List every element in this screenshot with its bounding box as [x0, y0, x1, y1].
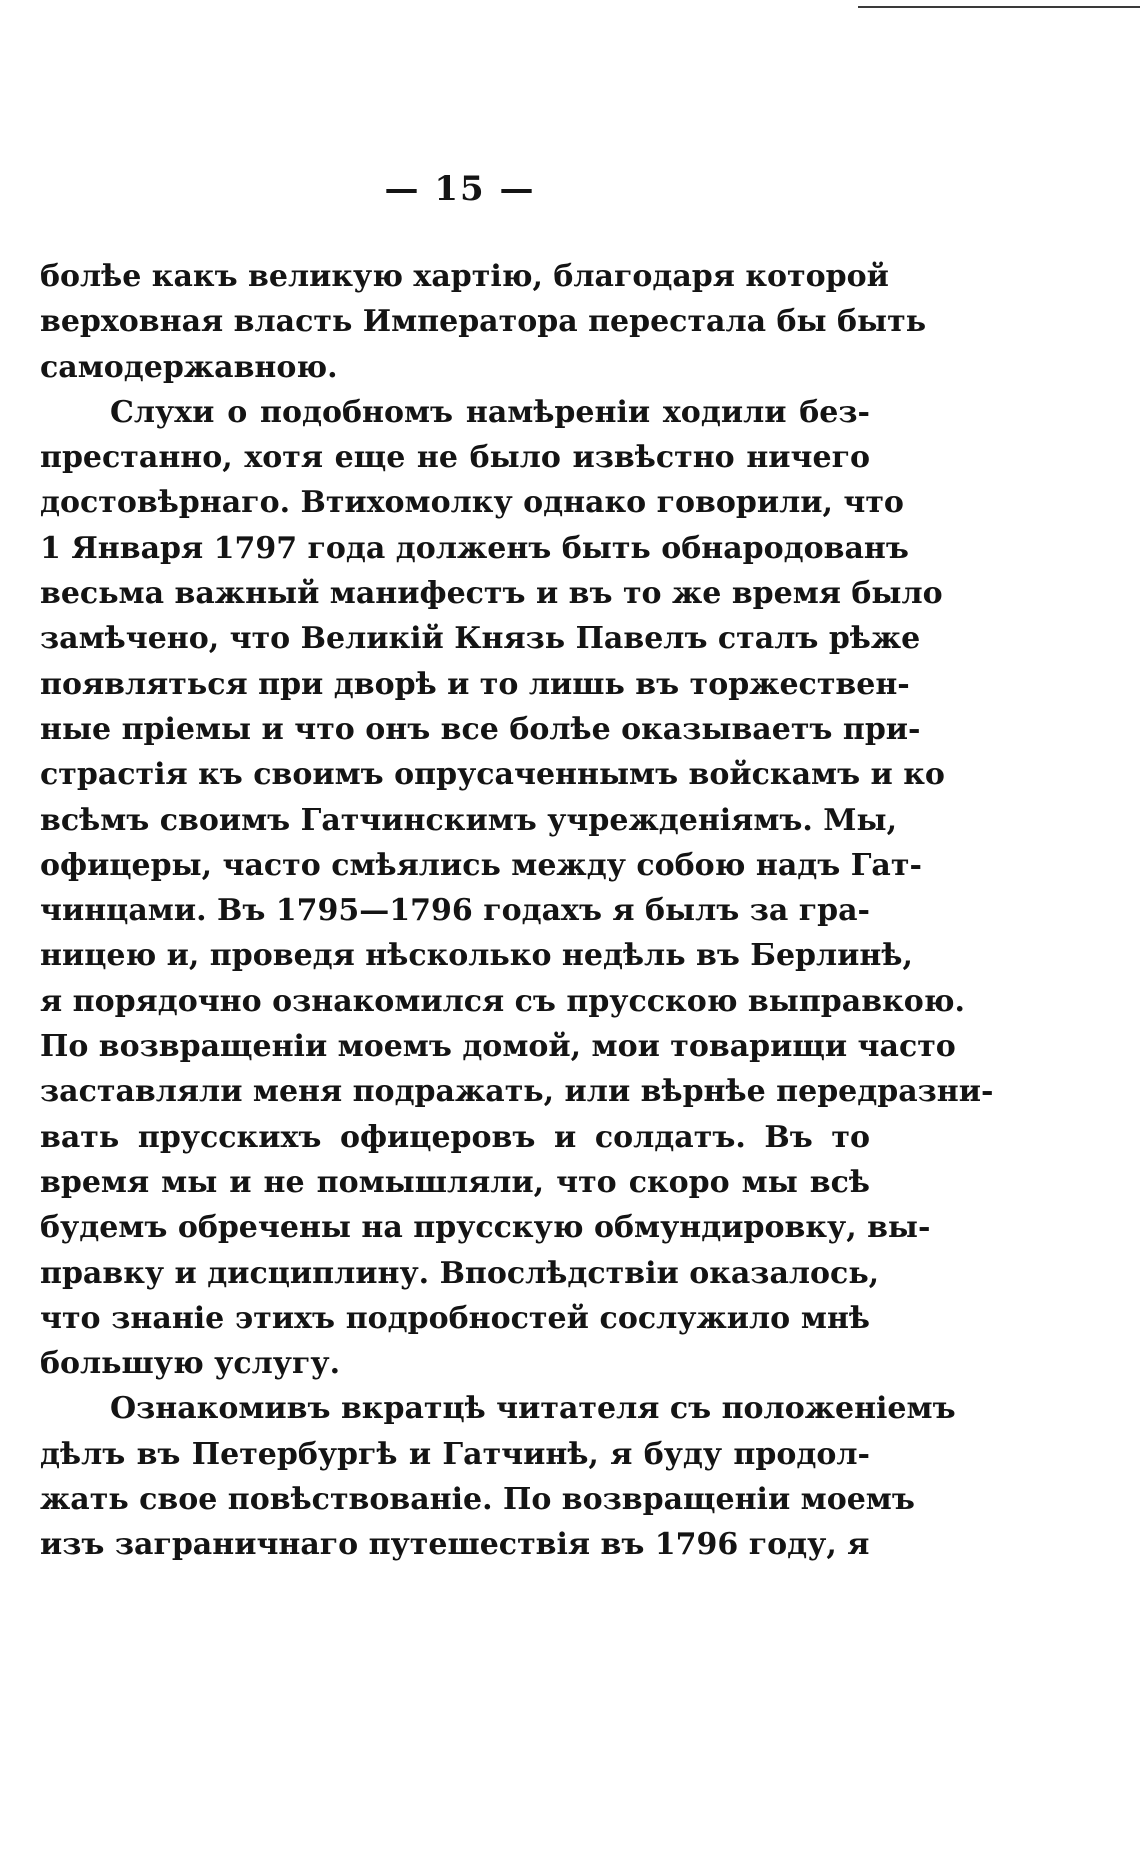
paragraph: [40, 254, 927, 390]
paragraph: [40, 1386, 956, 1567]
text-line: изъ заграничнаго путешествія въ 1796 году, я: [40, 1527, 870, 1563]
text-line: ные пріемы и что онъ все болѣе оказываетъ при-: [40, 711, 921, 747]
text-line: страстія къ своимъ опрусаченнымъ войскамъ и ко: [40, 757, 945, 793]
text-line: будемъ обречены на прусскую обмундировку, вы-: [40, 1210, 931, 1246]
page-body-text: [40, 254, 994, 1568]
text-line: Ознакомивъ вкратцѣ читателя съ положеніемъ: [110, 1391, 956, 1427]
text-line: офицеры, часто смѣялись между собою надъ Гат-: [40, 847, 922, 883]
paragraph: [40, 390, 994, 1387]
text-line: достовѣрнаго. Втихомолку однако говорили, что: [40, 485, 904, 521]
text-line: Слухи о подобномъ намѣреніи ходили без-: [110, 394, 870, 430]
text-line: большую услугу.: [40, 1346, 341, 1382]
text-line: дѣлъ въ Петербургѣ и Гатчинѣ, я буду продол-: [40, 1436, 870, 1472]
text-line: жать свое повѣствованіе. По возвращеніи моемъ: [40, 1482, 915, 1518]
text-line: самодержавною.: [40, 349, 338, 385]
text-line: я порядочно ознакомился съ прусскою выправкою.: [40, 983, 965, 1019]
text-line: чинцами. Въ 1795—1796 годахъ я былъ за гра-: [40, 893, 870, 929]
text-line: заставляли меня подражать, или вѣрнѣе передразни-: [40, 1074, 994, 1110]
text-line: что знаніе этихъ подробностей сослужило мнѣ: [40, 1300, 870, 1336]
text-line: весьма важный манифестъ и въ то же время было: [40, 576, 943, 612]
text-line: ницею и, проведя нѣсколько недѣль въ Берлинѣ,: [40, 938, 913, 974]
text-line: 1 Января 1797 года долженъ быть обнародованъ: [40, 530, 909, 566]
top-edge-rule: [858, 6, 1140, 8]
text-line: замѣчено, что Великій Князь Павелъ сталъ рѣже: [40, 621, 921, 657]
text-line: вать прусскихъ офицеровъ и солдатъ. Въ то: [40, 1119, 870, 1155]
text-line: болѣе какъ великую хартію, благодаря которой: [40, 259, 889, 294]
page-number: — 15 —: [384, 169, 536, 209]
text-line: По возвращеніи моемъ домой, мои товарищи часто: [40, 1029, 956, 1065]
text-line: время мы и не помышляли, что скоро мы всѣ: [40, 1164, 870, 1200]
text-line: престанно, хотя еще не было извѣстно ничего: [40, 440, 870, 476]
text-line: верховная власть Императора перестала бы быть: [40, 304, 927, 340]
text-line: всѣмъ своимъ Гатчинскимъ учрежденіямъ. Мы,: [40, 802, 898, 838]
text-line: правку и дисциплину. Впослѣдствіи оказалось,: [40, 1255, 880, 1291]
text-line: появляться при дворѣ и то лишь въ торжествен-: [40, 666, 910, 702]
